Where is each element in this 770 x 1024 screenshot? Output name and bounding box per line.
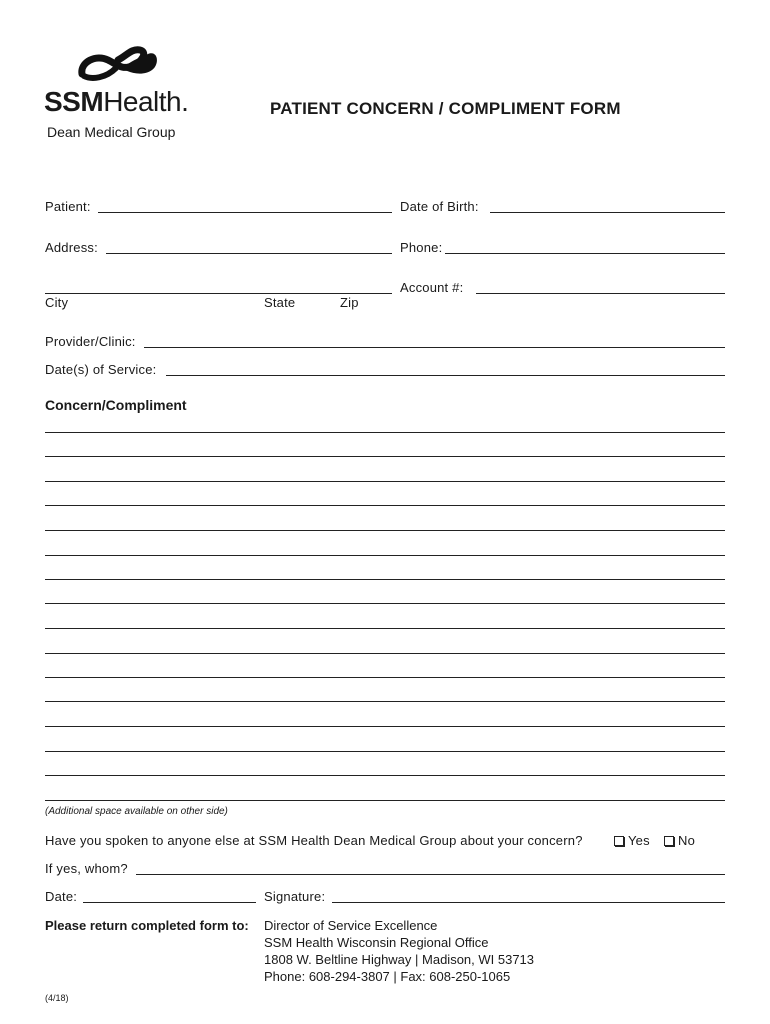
yes-label: Yes (628, 833, 650, 848)
concern-line[interactable] (45, 579, 725, 580)
concern-line[interactable] (45, 800, 725, 801)
patient-label: Patient: (45, 199, 91, 214)
brand-trademark: . (181, 86, 189, 117)
date-label: Date: (45, 889, 78, 904)
account-label: Account #: (400, 280, 464, 295)
return-line-2: SSM Health Wisconsin Regional Office (264, 935, 489, 950)
form-title: PATIENT CONCERN / COMPLIMENT FORM (270, 99, 621, 118)
return-line-3: 1808 W. Beltline Highway | Madison, WI 53713 (264, 952, 535, 967)
address-field[interactable] (106, 253, 392, 254)
brand-wordmark (44, 86, 188, 118)
phone-field[interactable] (445, 253, 725, 254)
return-address (264, 917, 534, 985)
brand-ssm: SSM (44, 86, 104, 117)
signature-field[interactable] (332, 902, 725, 903)
yes-checkbox[interactable] (614, 836, 624, 846)
dates-of-service-field[interactable] (166, 375, 725, 376)
return-label: Please return completed form to: (45, 918, 249, 933)
concern-heading: Concern/Compliment (45, 397, 187, 413)
concern-line[interactable] (45, 603, 725, 604)
concern-line[interactable] (45, 751, 725, 752)
patient-field[interactable] (98, 212, 392, 213)
dates-of-service-label: Date(s) of Service: (45, 362, 157, 377)
yes-option[interactable] (614, 833, 650, 848)
city-state-zip-field[interactable] (45, 293, 392, 294)
if-yes-field[interactable] (136, 874, 725, 875)
concern-line[interactable] (45, 481, 725, 482)
concern-line[interactable] (45, 505, 725, 506)
concern-line[interactable] (45, 726, 725, 727)
no-option[interactable] (664, 833, 695, 848)
city-label: City (45, 295, 69, 310)
account-field[interactable] (476, 293, 725, 294)
concern-line[interactable] (45, 456, 725, 457)
no-checkbox[interactable] (664, 836, 674, 846)
no-label: No (678, 833, 696, 848)
concern-line[interactable] (45, 653, 725, 654)
additional-space-note: (Additional space available on other side) (45, 806, 228, 817)
provider-label: Provider/Clinic: (45, 334, 136, 349)
concern-line[interactable] (45, 555, 725, 556)
concern-line[interactable] (45, 701, 725, 702)
signature-label: Signature: (264, 889, 326, 904)
return-line-4: Phone: 608-294-3807 | Fax: 608-250-1065 (264, 969, 511, 984)
concern-line[interactable] (45, 530, 725, 531)
if-yes-label: If yes, whom? (45, 861, 128, 876)
phone-label: Phone: (400, 240, 443, 255)
spoken-question: Have you spoken to anyone else at SSM Health Dean Medical Group about your concern? (45, 833, 583, 848)
address-label: Address: (45, 240, 98, 255)
dob-field[interactable] (490, 212, 725, 213)
zip-label: Zip (340, 295, 359, 310)
state-label: State (264, 295, 296, 310)
revision-code: (4/18) (45, 993, 69, 1003)
provider-field[interactable] (144, 347, 725, 348)
concern-line[interactable] (45, 628, 725, 629)
brand-subtitle: Dean Medical Group (47, 124, 176, 140)
concern-line[interactable] (45, 775, 725, 776)
brand-health: Health (103, 86, 182, 117)
concern-line[interactable] (45, 432, 725, 433)
ssm-health-logo-icon (78, 44, 162, 84)
concern-line[interactable] (45, 677, 725, 678)
date-field[interactable] (83, 902, 256, 903)
dob-label: Date of Birth: (400, 199, 479, 214)
return-line-1: Director of Service Excellence (264, 918, 438, 933)
